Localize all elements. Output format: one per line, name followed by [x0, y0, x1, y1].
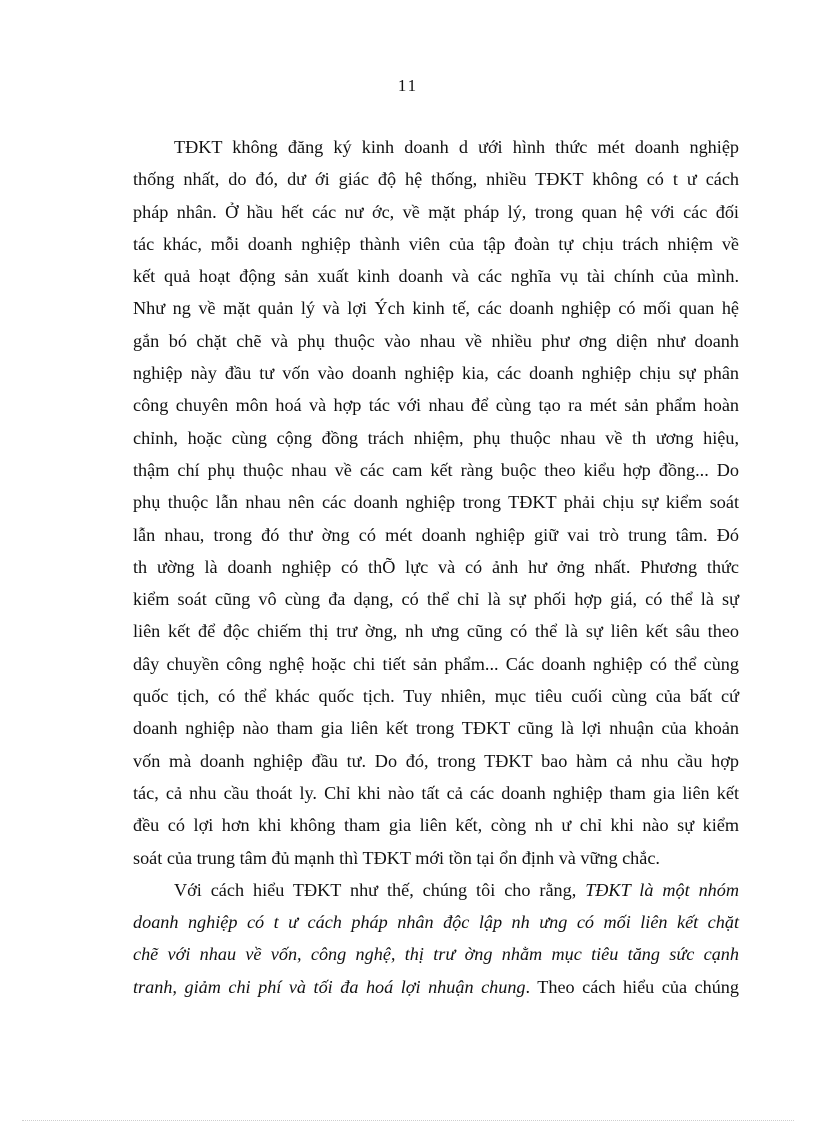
- paragraph-1-line: th ường là doanh nghiệp có thÕ lực và có ảnh hư ởng nhất. Phương thức: [133, 556, 739, 577]
- definition-line: doanh nghiệp có t ư cách pháp nhân độc lập nh ưng có mối liên kết chặt: [133, 912, 739, 933]
- paragraph-1-line: nghiệp này đầu tư vốn vào doanh nghiệp kia, các doanh nghiệp chịu sự phân: [133, 363, 739, 384]
- paragraph-1-line: Như ng về mặt quản lý và lợi Ých kinh tế, các doanh nghiệp có mối quan hệ: [133, 298, 739, 319]
- paragraph-1-line: pháp nhân. Ở hầu hết các nư ớc, về mặt pháp lý, trong quan hệ với các đối: [133, 201, 739, 222]
- paragraph-2-text: Với cách hiểu TĐKT như thế, chúng tôi cho rằng,: [174, 879, 586, 900]
- paragraph-1-line: thống nhất, do đó, dư ới giác độ hệ thống, nhiều TĐKT không có t ư cách: [133, 169, 739, 190]
- paragraph-1-line: vốn mà doanh nghiệp đầu tư. Do đó, trong TĐKT bao hàm cả nhu cầu hợp: [133, 750, 739, 771]
- paragraph-2-text: . Theo cách hiểu của chúng: [525, 976, 739, 997]
- paragraph-1-line: doanh nghiệp nào tham gia liên kết trong TĐKT cũng là lợi nhuận của khoản: [133, 718, 739, 739]
- paragraph-1-line: lẫn nhau, trong đó thư ờng có mét doanh nghiệp giữ vai trò trung tâm. Đó: [133, 524, 739, 545]
- paragraph-2-line: [133, 874, 739, 906]
- paragraph-1-line: tác, cả nhu cầu thoát ly. Chỉ khi nào tất cả các doanh nghiệp tham gia liên kết: [133, 782, 739, 803]
- paragraph-1-line: dây chuyền công nghệ hoặc chi tiết sản phẩm... Các doanh nghiệp có thể cùng: [133, 653, 739, 674]
- definition-text: tranh, giảm chi phí và tối đa hoá lợi nhuận chung: [133, 976, 526, 997]
- paragraph-1-line: kiểm soát cũng vô cùng đa dạng, có thể chỉ là sự phối hợp giá, có thể là sự: [133, 589, 739, 610]
- paragraph-1-line: phụ thuộc lẫn nhau nên các doanh nghiệp trong TĐKT phải chịu sự kiểm soát: [133, 492, 739, 513]
- paragraph-1-line: chỉnh, hoặc cùng cộng đồng trách nhiệm, phụ thuộc nhau về th ương hiệu,: [133, 427, 739, 448]
- page-bottom-border: [22, 1120, 794, 1121]
- definition-line: chẽ với nhau về vốn, công nghệ, thị trư ờng nhằm mục tiêu tăng sức cạnh: [133, 944, 739, 965]
- paragraph-1-line: TĐKT không đăng ký kinh doanh d ưới hình thức mét doanh nghiệp: [174, 137, 739, 157]
- paragraph-1-line: đều có lợi hơn khi không tham gia liên kết, còng nh ư chỉ khi nào sự kiểm: [133, 815, 739, 836]
- paragraph-1-line: tác khác, mỗi doanh nghiệp thành viên của tập đoàn tự chịu trách nhiệm về: [133, 233, 739, 254]
- paragraph-1-line: quốc tịch, có thể khác quốc tịch. Tuy nhiên, mục tiêu cuối cùng của bất cứ: [133, 686, 739, 707]
- paragraph-1-line: soát của trung tâm đủ mạnh thì TĐKT mới tồn tại ổn định và vững chắc.: [133, 847, 660, 868]
- paragraph-1-line: công chuyên môn hoá và hợp tác với nhau để cùng tạo ra mét sản phẩm hoàn: [133, 395, 739, 416]
- paragraph-1-line: gắn bó chặt chẽ và phụ thuộc vào nhau về nhiều phư ơng diện như doanh: [133, 330, 739, 351]
- document-body: [133, 131, 739, 1003]
- paragraph-1-line: thậm chí phụ thuộc nhau về các cam kết ràng buộc theo kiểu hợp đồng... Do: [133, 459, 739, 480]
- paragraph-1-line: liên kết để độc chiếm thị trư ờng, nh ưng cũng có thể là sự liên kết sâu theo: [133, 621, 739, 642]
- definition-text: TĐKT là một nhóm: [585, 879, 739, 900]
- page-number: 11: [397, 76, 419, 95]
- paragraph-2-line: [133, 971, 739, 1003]
- paragraph-1-line: kết quả hoạt động sản xuất kinh doanh và các nghĩa vụ tài chính của mình.: [133, 266, 739, 287]
